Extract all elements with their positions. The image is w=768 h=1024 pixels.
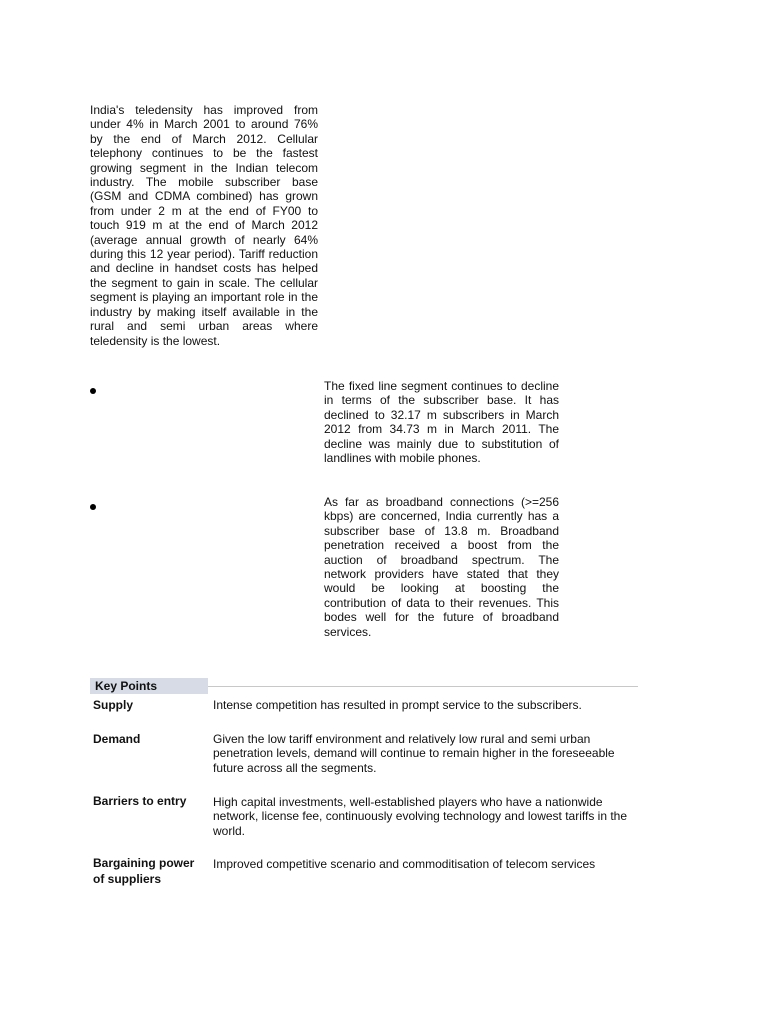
bullet-icon: [90, 388, 96, 394]
teledensity-paragraph: India's teledensity has improved from under 4% in March 2001 to around 76% by the end of March 2012. Cellular telephony continues to be the fastest growing segment in the Indian telecom industry. The mobile subscriber base (GSM and CDMA combined) has grown from under 2 m at the end of FY00 to touch 919 m at the end of March 2012 (average annual growth of nearly 64% during this 12 year period). Tariff reduction and decline in handset costs has helped the segment to gain in scale. The cellular segment is playing an important role in the industry by making itself available in the rural and semi urban areas where teledensity is the lowest.: [90, 103, 318, 348]
bullet-icon: [90, 504, 96, 510]
key-point-label-bargaining-power: Bargaining power of suppliers: [93, 856, 195, 886]
key-point-text-bargaining-power: Improved competitive scenario and commoditisation of telecom services: [213, 857, 596, 871]
key-point-text-demand: Given the low tariff environment and relatively low rural and semi urban penetration levels, demand will continue to remain higher in the foreseeable future across all the segments.: [213, 732, 615, 775]
broadband-paragraph: As far as broadband connections (>=256 kbps) are concerned, India currently has a subscriber base of 13.8 m. Broadband penetration received a boost from the auction of broadband spectrum. The network providers have stated that they would be looking at boosting the contribution of data to their revenues. This bodes well for the future of broadband services.: [324, 495, 559, 639]
key-point-text-barriers: High capital investments, well-established players who have a nationwide network, license fee, continuously evolving technology and lowest tariffs in the world.: [213, 795, 628, 838]
fixed-line-paragraph: The fixed line segment continues to decline in terms of the subscriber base. It has declined to 32.17 m subscribers in March 2012 from 34.73 m in March 2011. The decline was mainly due to substitution of landlines with mobile phones.: [324, 379, 559, 466]
key-points-divider: [208, 686, 638, 687]
key-points-header: Key Points: [95, 679, 158, 693]
key-point-label-barriers: Barriers to entry: [93, 794, 187, 808]
key-point-text-supply: Intense competition has resulted in prompt service to the subscribers.: [213, 698, 582, 712]
key-point-label-demand: Demand: [93, 732, 141, 746]
key-point-label-supply: Supply: [93, 698, 134, 712]
